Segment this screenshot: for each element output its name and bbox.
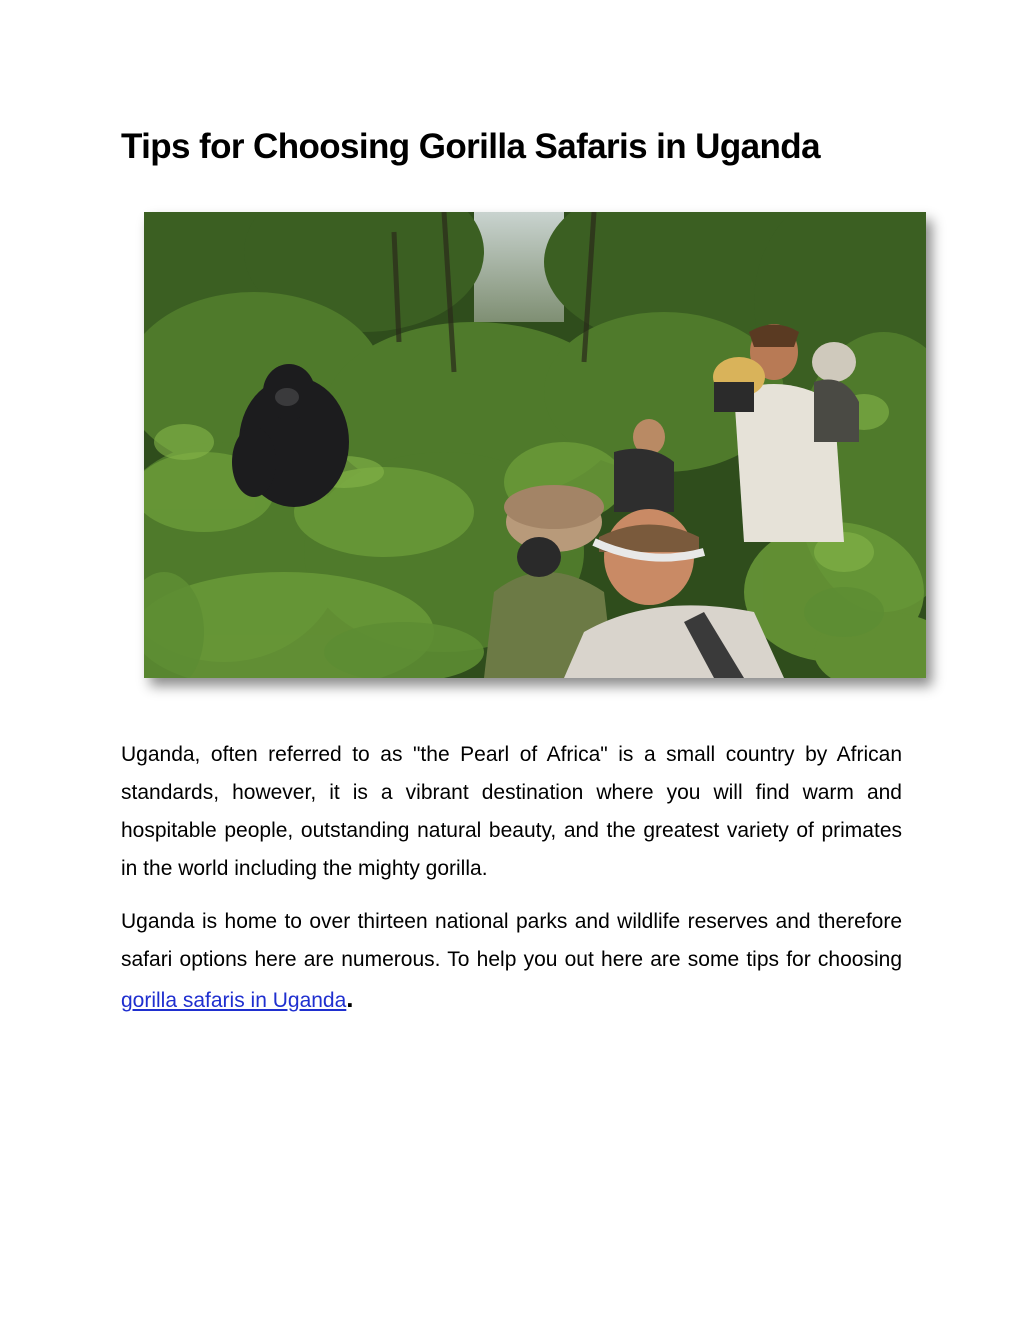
intro-paragraph: Uganda, often referred to as "the Pearl of Africa" is a small country by African standards, however, it is a vibrant destination where you will find warm and hospitable people, outstanding natural beauty, and the greatest variety of primates in the world including the mighty gorilla. [121,743,902,880]
paragraph-period: . [346,983,354,1013]
second-paragraph-text: Uganda is home to over thirteen national parks and wildlife reserves and therefore safari options here are numerous. To help you out here are some tips for choosing [121,910,902,971]
second-paragraph [121,903,902,1020]
gorilla-safari-photo [144,212,926,678]
page-title: Tips for Choosing Gorilla Safaris in Uganda [121,127,820,166]
photo-illustration [144,212,926,678]
gorilla-safaris-link[interactable]: gorilla safaris in Uganda [121,989,347,1012]
